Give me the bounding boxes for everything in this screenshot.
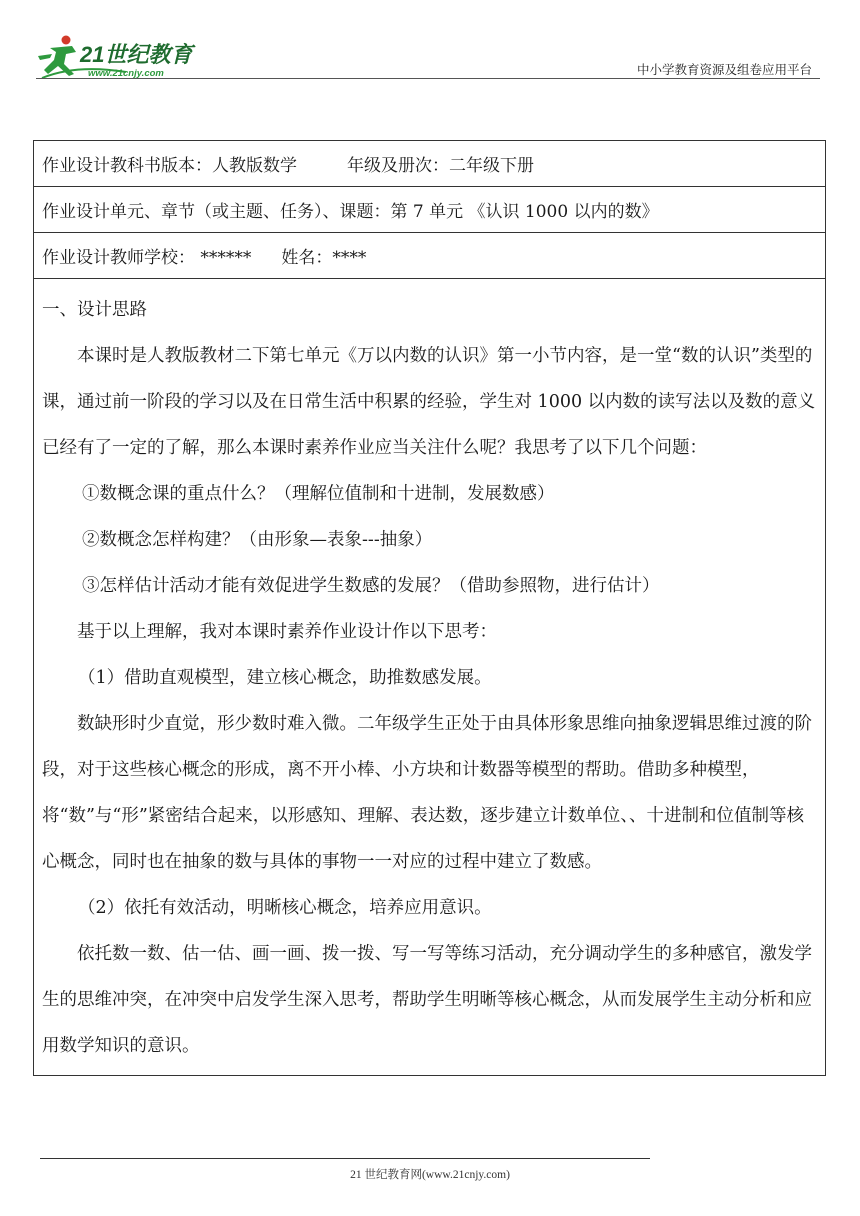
logo-runner-icon	[36, 34, 206, 82]
paragraph-models: 数缺形时少直觉，形少数时难入微。二年级学生正处于由具体形象思维向抽象逻辑思维过渡的阶段，对于这些核心概念的形成，离不开小棒、小方块和计数器等模型的帮助。借助多种模型，将“数”与“形”紧密结合起来，以形感知、理解、表达数，逐步建立计数单位、、十进制和位值制等核心概念，同时也在抽象的数与具体的事物一一对应的过程中建立了数感。	[42, 714, 812, 872]
table-row-teacher	[34, 233, 825, 279]
teacher-school: 作业设计教师学校： ******	[42, 248, 252, 268]
paragraph-activities: 依托数一数、估一估、画一画、拨一拨、写一写等练习活动，充分调动学生的多种感官，激发学生的思维冲突，在冲突中启发学生深入思考，帮助学生明晰等核心概念，从而发展学生主动分析和应用数学知识的意识。	[42, 944, 812, 1056]
design-table	[33, 140, 826, 1076]
paragraph-basis: 基于以上理解，我对本课时素养作业设计作以下思考：	[77, 622, 497, 642]
footer-text: 21 世纪教育网(www.21cnjy.com)	[350, 1169, 510, 1181]
unit-topic: 作业设计单元、章节（或主题、任务）、课题：第 7 单元 《认识 1000 以内的数》	[42, 202, 659, 222]
teacher-name: 姓名：****	[281, 248, 367, 268]
footer-divider	[40, 1158, 650, 1159]
logo	[36, 34, 206, 82]
table-row-unit	[34, 187, 825, 233]
header-divider	[36, 78, 820, 79]
question-1: ①数概念课的重点什么？（理解位值制和十进制，发展数感）	[82, 484, 555, 504]
logo-text: 21世纪教育	[80, 42, 193, 67]
question-2: ②数概念怎样构建？（由形象—表象---抽象）	[82, 530, 433, 550]
paragraph-intro: 本课时是人教版教材二下第七单元《万以内数的认识》第一小节内容，是一堂“数的认识”类型的课，通过前一阶段的学习以及在日常生活中积累的经验，学生对 1000 以内数的读写法以及数的意义已经有了一定的了解，那么本课时素养作业应当关注什么呢？我思考了以下几个问题：	[42, 346, 816, 458]
question-3: ③怎样估计活动才能有效促进学生数感的发展？（借助参照物，进行估计）	[82, 576, 660, 596]
section-title: 一、设计思路	[42, 300, 147, 320]
design-content	[34, 279, 825, 1075]
heading-2: （2）依托有效活动，明晰核心概念，培养应用意识。	[78, 898, 492, 918]
textbook-version: 作业设计教科书版本：人教版数学	[42, 156, 297, 176]
header-platform-text: 中小学教育资源及组卷应用平台	[636, 62, 812, 77]
heading-1: （1）借助直观模型，建立核心概念，助推数感发展。	[78, 668, 492, 688]
logo-url: www.21cnjy.com	[88, 68, 164, 79]
table-row-textbook	[34, 141, 825, 187]
grade-volume: 年级及册次：二年级下册	[347, 156, 534, 176]
